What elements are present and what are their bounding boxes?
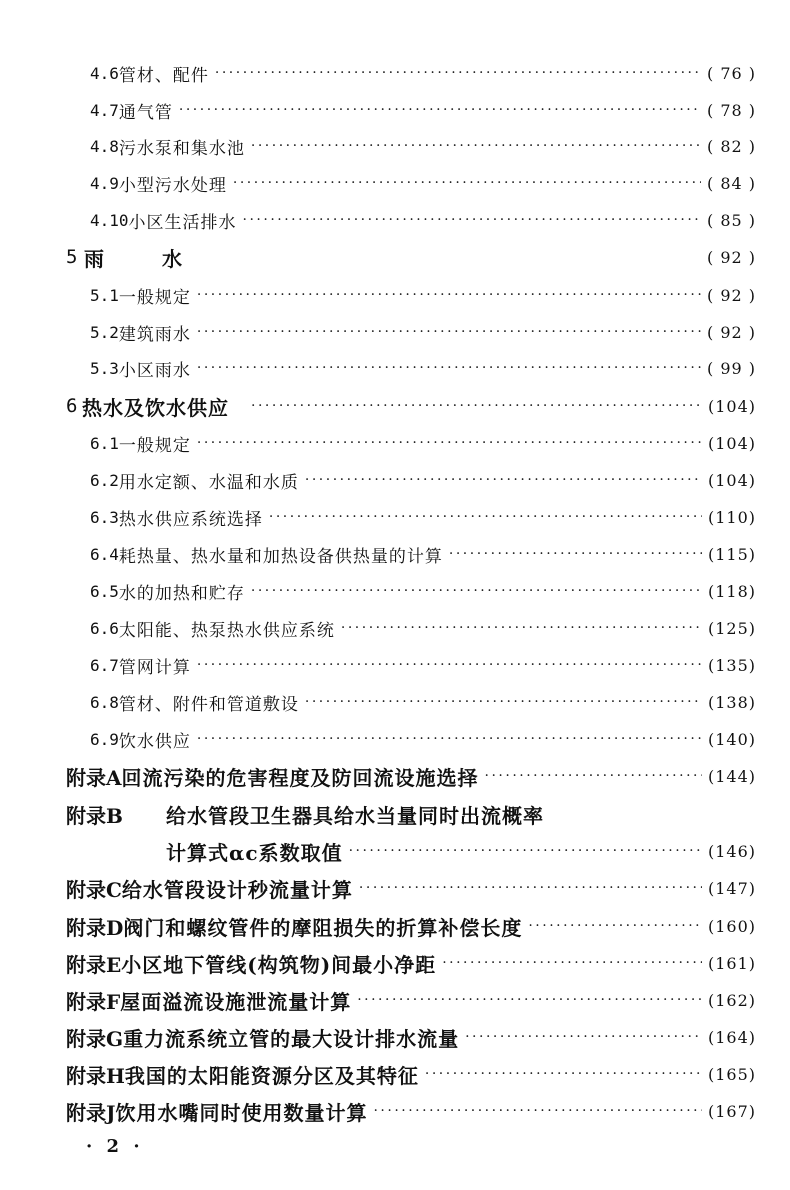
entry-page: (115) [707, 544, 756, 564]
appendix-label: 附录F [66, 989, 121, 1014]
entry-number: 5.1 [90, 285, 119, 305]
toc-appendix-c [0, 872, 790, 904]
appendix-page: (167) [707, 1101, 756, 1121]
entry-number: 6.9 [90, 729, 119, 749]
toc-entry-6-8 [0, 686, 790, 718]
entry-page: (125) [707, 618, 756, 638]
appendix-title: 给水管段卫生器具给水当量同时出流概率 [166, 803, 544, 828]
leader-dots [465, 1029, 702, 1045]
toc-entry-4-7 [0, 94, 790, 126]
entry-page: ( 92 ) [706, 285, 756, 305]
appendix-page: (147) [707, 878, 756, 898]
leader-dots [349, 843, 702, 859]
entry-page: (140) [707, 729, 756, 749]
entry-page: ( 85 ) [706, 210, 756, 230]
chapter-page: (104) [707, 396, 756, 416]
entry-number: 6.7 [90, 655, 119, 675]
entry-number: 6.2 [90, 470, 119, 490]
appendix-label: 附录H [66, 1063, 125, 1088]
entry-page: (110) [707, 507, 756, 527]
toc-appendix-a [0, 760, 790, 792]
entry-title: 一般规定 [118, 287, 191, 308]
toc-appendix-e [0, 947, 790, 979]
appendix-label: 附录B [66, 803, 123, 828]
toc-entry-5-3 [0, 352, 790, 384]
entry-page: (118) [707, 581, 756, 601]
entry-page: (104) [707, 470, 756, 490]
entry-number: 4.8 [90, 136, 119, 156]
toc-appendix-j [0, 1095, 790, 1127]
entry-number: 4.10 [90, 210, 129, 230]
appendix-label: 附录E [66, 952, 122, 977]
appendix-label: 附录D [66, 915, 124, 940]
appendix-page: (165) [707, 1064, 756, 1084]
entry-title: 管材、配件 [118, 65, 209, 86]
leader-dots [357, 992, 702, 1008]
chapter-title: 热水及饮水供应 [82, 395, 230, 420]
toc-chapter-5 [0, 241, 790, 273]
toc-entry-6-9 [0, 723, 790, 755]
appendix-page: (161) [707, 953, 756, 973]
leader-dots [485, 768, 702, 784]
leader-dots [197, 657, 702, 673]
leader-dots [197, 360, 701, 376]
leader-dots [449, 546, 702, 562]
entry-page: (104) [707, 433, 756, 453]
toc-appendix-b-continued [0, 835, 790, 867]
appendix-label: 附录C [66, 877, 122, 902]
chapter-number: 5 [66, 246, 78, 268]
toc-entry-6-7 [0, 649, 790, 681]
entry-title: 耗热量、热水量和加热设备供热量的计算 [118, 546, 443, 567]
entry-title: 一般规定 [118, 435, 191, 456]
leader-dots [373, 1103, 702, 1119]
leader-dots [243, 212, 701, 228]
chapter-number: 6 [66, 395, 78, 417]
chapter-page: ( 92 ) [706, 247, 756, 267]
appendix-title: 饮用水嘴同时使用数量计算 [115, 1100, 368, 1125]
entry-title: 饮水供应 [118, 731, 191, 752]
appendix-title: 小区地下管线(构筑物)间最小净距 [121, 952, 437, 977]
entry-page: ( 99 ) [706, 358, 756, 378]
toc-appendix-d [0, 910, 790, 942]
entry-number: 6.6 [90, 618, 119, 638]
leader-dots [305, 472, 702, 488]
entry-number: 6.5 [90, 581, 119, 601]
leader-dots [197, 287, 701, 303]
toc-chapter-6 [0, 390, 790, 422]
appendix-label: 附录G [66, 1026, 124, 1051]
entry-title: 小区雨水 [118, 360, 191, 381]
toc-entry-4-8 [0, 130, 790, 162]
leader-dots [215, 65, 701, 81]
entry-page: (135) [707, 655, 756, 675]
toc-appendix-h [0, 1058, 790, 1090]
entry-title: 水的加热和贮存 [118, 583, 245, 604]
leader-dots [251, 398, 702, 414]
leader-dots [197, 435, 702, 451]
entry-title: 太阳能、热泵热水供应系统 [118, 620, 335, 641]
appendix-page: (164) [707, 1027, 756, 1047]
appendix-title: 重力流系统立管的最大设计排水流量 [123, 1026, 460, 1051]
entry-page: ( 84 ) [706, 173, 756, 193]
toc-entry-6-3 [0, 501, 790, 533]
leader-dots [341, 620, 702, 636]
entry-title: 管网计算 [118, 657, 191, 678]
toc-entry-4-10 [0, 204, 790, 236]
appendix-title: 阀门和螺纹管件的摩阻损失的折算补偿长度 [123, 915, 523, 940]
appendix-label: 附录J [66, 1100, 116, 1125]
leader-dots [425, 1066, 702, 1082]
leader-dots [528, 918, 702, 934]
entry-title: 小型污水处理 [118, 175, 227, 196]
toc-entry-5-1 [0, 279, 790, 311]
entry-number: 4.7 [90, 100, 119, 120]
entry-page: ( 82 ) [706, 136, 756, 156]
leader-dots [197, 324, 701, 340]
entry-page: ( 78 ) [706, 100, 756, 120]
toc-entry-6-1 [0, 427, 790, 459]
toc-entry-6-4 [0, 538, 790, 570]
entry-number: 5.3 [90, 358, 119, 378]
entry-page: ( 76 ) [706, 63, 756, 83]
entry-number: 6.4 [90, 544, 119, 564]
entry-page: (138) [707, 692, 756, 712]
toc-entry-6-6 [0, 612, 790, 644]
leader-dots [179, 102, 701, 118]
toc-appendix-g [0, 1021, 790, 1053]
leader-dots [305, 694, 702, 710]
appendix-title-continued: 计算式αc系数取值 [166, 840, 343, 865]
entry-title: 管材、附件和管道敷设 [118, 694, 299, 715]
appendix-title: 屋面溢流设施泄流量计算 [120, 989, 352, 1014]
toc-entry-4-9 [0, 167, 790, 199]
toc-entry-6-2 [0, 464, 790, 496]
entry-number: 6.1 [90, 433, 119, 453]
entry-number: 6.8 [90, 692, 119, 712]
entry-title: 建筑雨水 [118, 324, 191, 345]
toc-entry-5-2 [0, 316, 790, 348]
leader-dots [359, 880, 702, 896]
entry-number: 4.9 [90, 173, 119, 193]
entry-title: 污水泵和集水池 [118, 138, 245, 159]
leader-dots [233, 175, 701, 191]
leader-dots [251, 138, 701, 154]
toc-appendix-f [0, 984, 790, 1016]
appendix-title: 给水管段设计秒流量计算 [121, 877, 353, 902]
entry-number: 4.6 [90, 63, 119, 83]
toc-entry-4-6 [0, 57, 790, 89]
entry-title: 热水供应系统选择 [118, 509, 263, 530]
entry-title: 通气管 [118, 102, 173, 123]
appendix-page: (162) [707, 990, 756, 1010]
entry-number: 5.2 [90, 322, 119, 342]
entry-page: ( 92 ) [706, 322, 756, 342]
appendix-title: 我国的太阳能资源分区及其特征 [124, 1063, 419, 1088]
appendix-page: (146) [707, 841, 756, 861]
entry-title: 小区生活排水 [128, 212, 237, 233]
entry-number: 6.3 [90, 507, 119, 527]
appendix-label: 附录A [66, 765, 122, 790]
page-number: · 2 · [86, 1136, 144, 1157]
leader-dots [251, 583, 702, 599]
leader-dots [269, 509, 702, 525]
entry-title: 用水定额、水温和水质 [118, 472, 299, 493]
toc-entry-6-5 [0, 575, 790, 607]
leader-dots [442, 955, 702, 971]
leader-dots [197, 731, 702, 747]
appendix-page: (144) [707, 766, 756, 786]
appendix-page: (160) [707, 916, 756, 936]
chapter-title: 雨 水 [84, 246, 189, 271]
toc-appendix-b [0, 798, 790, 830]
appendix-title: 回流污染的危害程度及防回流设施选择 [121, 765, 479, 790]
